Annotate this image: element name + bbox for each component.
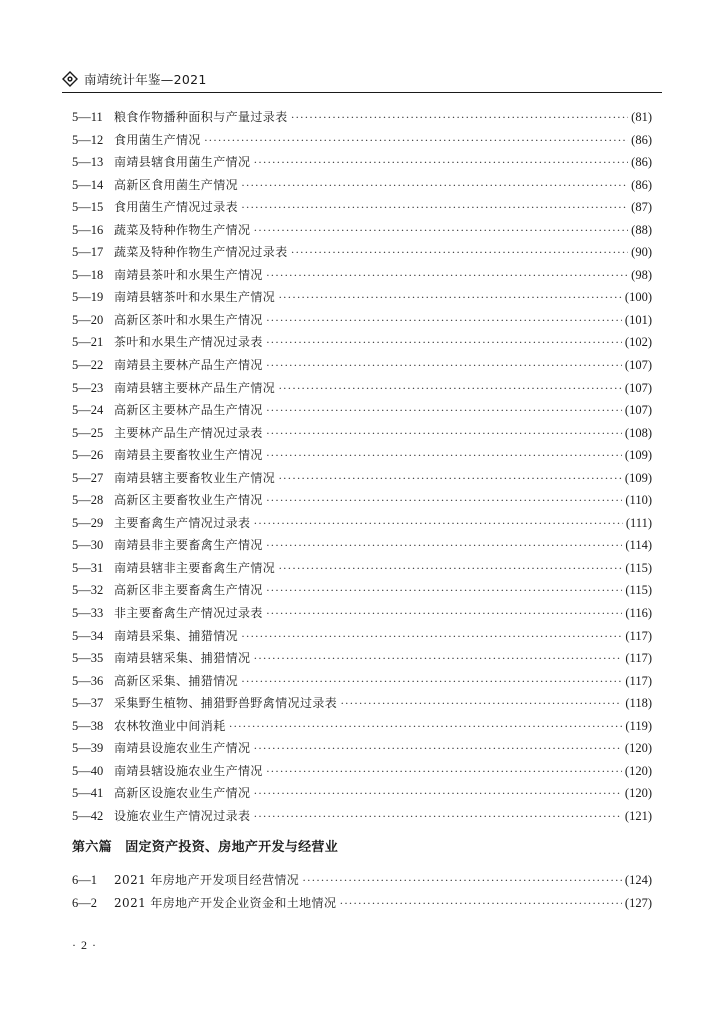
toc-entry-page: (120) bbox=[624, 763, 652, 778]
toc-entry-title: 南靖县辖茶叶和水果生产情况 bbox=[114, 290, 276, 305]
dot-leader bbox=[291, 241, 629, 264]
toc-entry[interactable] bbox=[72, 151, 652, 174]
toc-entry[interactable] bbox=[72, 241, 652, 264]
dot-leader bbox=[253, 512, 622, 535]
toc-entry-title: 2021 年房地产开发企业资金和土地情况 bbox=[114, 895, 337, 910]
toc-entry-number: 5—42 bbox=[72, 808, 104, 823]
toc-entry-title: 高新区采集、捕猎情况 bbox=[114, 673, 239, 688]
header-rule bbox=[62, 92, 662, 93]
toc-entry-number: 5—29 bbox=[72, 515, 104, 530]
toc-entry-number: 5—38 bbox=[72, 718, 104, 733]
running-header bbox=[62, 70, 207, 88]
toc-entry-number: 5—15 bbox=[72, 200, 104, 215]
toc-entry-number: 6—1 bbox=[72, 873, 97, 887]
toc-entry[interactable] bbox=[72, 331, 652, 354]
dot-leader bbox=[253, 647, 622, 670]
toc-entry[interactable] bbox=[72, 715, 652, 738]
toc-entry-title: 南靖县辖设施农业生产情况 bbox=[114, 763, 263, 778]
toc-entry-title: 高新区茶叶和水果生产情况 bbox=[114, 312, 263, 327]
dot-leader bbox=[278, 286, 622, 309]
toc-entry-page: (86) bbox=[631, 155, 652, 170]
toc-entry-page: (117) bbox=[625, 628, 652, 643]
running-header-title: 南靖统计年鉴—2021 bbox=[84, 72, 207, 87]
toc-entry[interactable] bbox=[72, 106, 652, 129]
dot-leader bbox=[253, 782, 622, 805]
toc-entry-page: (107) bbox=[624, 403, 652, 418]
toc-entry[interactable] bbox=[72, 467, 652, 490]
toc-entry-number: 5—11 bbox=[72, 110, 103, 124]
toc-entry-page: (90) bbox=[631, 245, 652, 260]
toc-entry[interactable] bbox=[72, 557, 652, 580]
dot-leader bbox=[241, 670, 622, 693]
toc-entry-title: 食用菌生产情况过录表 bbox=[114, 200, 239, 215]
toc-entry-number: 5—18 bbox=[72, 267, 104, 282]
toc-entry-page: (86) bbox=[631, 132, 652, 147]
toc-entry-title: 主要畜禽生产情况过录表 bbox=[114, 515, 251, 530]
toc-entry-page: (108) bbox=[624, 425, 652, 440]
toc-entry-title: 高新区主要林产品生产情况 bbox=[114, 403, 263, 418]
dot-leader bbox=[278, 557, 622, 580]
toc-list bbox=[72, 106, 652, 828]
toc-entry-number: 5—31 bbox=[72, 560, 104, 575]
toc-entry-page: (120) bbox=[624, 741, 652, 756]
toc-entry-page: (118) bbox=[625, 696, 652, 711]
toc-entry-page: (100) bbox=[624, 290, 652, 305]
toc-entry-number: 5—12 bbox=[72, 132, 104, 147]
dot-leader bbox=[266, 422, 622, 445]
toc-entry-page: (111) bbox=[625, 515, 652, 530]
dot-leader bbox=[241, 625, 622, 648]
toc-entry-number: 5—39 bbox=[72, 741, 104, 756]
toc-entry[interactable] bbox=[72, 309, 652, 332]
toc-entry-page: (110) bbox=[625, 493, 652, 508]
toc-entry-title: 设施农业生产情况过录表 bbox=[114, 808, 251, 823]
dot-leader bbox=[204, 129, 628, 152]
toc-entry-number: 5—17 bbox=[72, 245, 104, 260]
dot-leader bbox=[266, 444, 622, 467]
dot-leader bbox=[253, 805, 622, 828]
toc-entry-page: (109) bbox=[624, 448, 652, 463]
section-heading: 第六篇 固定资产投资、房地产开发与经营业 bbox=[72, 840, 339, 855]
toc-entry[interactable] bbox=[72, 219, 652, 242]
toc-entry-number: 5—40 bbox=[72, 763, 104, 778]
toc-entry-number: 5—21 bbox=[72, 335, 104, 350]
toc-entry-number: 5—20 bbox=[72, 312, 104, 327]
toc-entry-title: 主要林产品生产情况过录表 bbox=[114, 425, 263, 440]
dot-leader bbox=[291, 106, 629, 129]
toc-entry[interactable] bbox=[72, 399, 652, 422]
toc-entry-title: 南靖县非主要畜禽生产情况 bbox=[114, 538, 263, 553]
dot-leader bbox=[241, 174, 628, 197]
toc-entry-title: 南靖县辖采集、捕猎情况 bbox=[114, 651, 251, 666]
toc-entry-number: 5—28 bbox=[72, 493, 104, 508]
toc-entry-title: 南靖县辖非主要畜禽生产情况 bbox=[114, 560, 276, 575]
toc-entry-number: 5—23 bbox=[72, 380, 104, 395]
toc-entry-title: 南靖县辖主要畜牧业生产情况 bbox=[114, 470, 276, 485]
toc-entry[interactable] bbox=[72, 444, 652, 467]
toc-entry[interactable] bbox=[72, 534, 652, 557]
toc-entry-title: 高新区主要畜牧业生产情况 bbox=[114, 493, 263, 508]
toc-entry-number: 5—32 bbox=[72, 583, 104, 598]
toc-entry-title: 农林牧渔业中间消耗 bbox=[114, 718, 226, 733]
toc-entry-number: 5—25 bbox=[72, 425, 104, 440]
dot-leader bbox=[241, 196, 628, 219]
dot-leader bbox=[266, 489, 623, 512]
toc-entry[interactable] bbox=[72, 422, 652, 445]
toc-entry[interactable] bbox=[72, 264, 652, 287]
toc-entry-title: 食用菌生产情况 bbox=[114, 132, 201, 147]
toc-entry-page: (101) bbox=[624, 312, 652, 327]
toc-entry-number: 5—24 bbox=[72, 403, 104, 418]
dot-leader bbox=[266, 579, 623, 602]
toc-entry-number: 5—35 bbox=[72, 651, 104, 666]
toc-entry-page: (117) bbox=[625, 651, 652, 666]
page-number: · 2 · bbox=[72, 938, 97, 952]
dot-leader bbox=[278, 467, 622, 490]
toc-entry-number: 5—30 bbox=[72, 538, 104, 553]
dot-leader bbox=[266, 534, 623, 557]
toc-entry[interactable] bbox=[72, 196, 652, 219]
toc-entry-page: (115) bbox=[625, 560, 652, 575]
toc-entry-title: 高新区食用菌生产情况 bbox=[114, 177, 239, 192]
toc-entry-title: 2021 年房地产开发项目经营情况 bbox=[114, 873, 300, 887]
toc-entry-page: (127) bbox=[624, 895, 652, 910]
toc-entry-number: 5—22 bbox=[72, 358, 104, 373]
toc-entry-number: 5—33 bbox=[72, 606, 104, 621]
toc-entry-number: 5—26 bbox=[72, 448, 104, 463]
toc-entry-number: 5—41 bbox=[72, 786, 104, 801]
toc-entry-page: (120) bbox=[624, 786, 652, 801]
toc-entry[interactable] bbox=[72, 512, 652, 535]
toc-entry[interactable] bbox=[72, 579, 652, 602]
dot-leader bbox=[340, 692, 622, 715]
toc-entry-number: 5—13 bbox=[72, 155, 104, 170]
toc-entry-title: 蔬菜及特种作物生产情况 bbox=[114, 222, 251, 237]
toc-entry-page: (107) bbox=[624, 380, 652, 395]
toc-entry[interactable] bbox=[72, 782, 652, 805]
toc-entry[interactable] bbox=[72, 892, 652, 915]
dot-leader bbox=[266, 264, 628, 287]
toc-entry-title: 南靖县辖食用菌生产情况 bbox=[114, 155, 251, 170]
dot-leader bbox=[266, 309, 622, 332]
toc-list-section-six bbox=[72, 869, 652, 914]
toc-entry-number: 5—14 bbox=[72, 177, 104, 192]
toc-entry-title: 南靖县辖主要林产品生产情况 bbox=[114, 380, 276, 395]
toc-entry[interactable] bbox=[72, 625, 652, 648]
toc-entry[interactable] bbox=[72, 489, 652, 512]
toc-entry-title: 高新区设施农业生产情况 bbox=[114, 786, 251, 801]
toc-entry-page: (109) bbox=[624, 470, 652, 485]
dot-leader bbox=[266, 760, 622, 783]
toc-entry[interactable] bbox=[72, 760, 652, 783]
toc-entry-number: 5—37 bbox=[72, 696, 104, 711]
toc-entry[interactable] bbox=[72, 354, 652, 377]
toc-entry-page: (121) bbox=[624, 808, 652, 823]
toc-entry-page: (115) bbox=[625, 583, 652, 598]
dot-leader bbox=[253, 151, 628, 174]
toc-entry-page: (98) bbox=[631, 267, 652, 282]
dot-leader bbox=[266, 399, 622, 422]
dot-leader bbox=[278, 377, 622, 400]
toc-entry[interactable] bbox=[72, 377, 652, 400]
toc-entry-page: (81) bbox=[631, 110, 652, 124]
toc-entry-title: 高新区非主要畜禽生产情况 bbox=[114, 583, 263, 598]
toc-entry-page: (114) bbox=[625, 538, 652, 553]
toc-entry-number: 6—2 bbox=[72, 895, 97, 910]
toc-entry-page: (88) bbox=[631, 222, 652, 237]
toc-entry-title: 南靖县设施农业生产情况 bbox=[114, 741, 251, 756]
toc-entry[interactable] bbox=[72, 174, 652, 197]
toc-entry-number: 5—36 bbox=[72, 673, 104, 688]
toc-entry-title: 非主要畜禽生产情况过录表 bbox=[114, 606, 263, 621]
toc-entry-page: (117) bbox=[625, 673, 652, 688]
dot-leader bbox=[266, 331, 622, 354]
toc-entry[interactable] bbox=[72, 647, 652, 670]
toc-entry[interactable] bbox=[72, 692, 652, 715]
toc-entry[interactable] bbox=[72, 869, 652, 892]
toc-entry-title: 采集野生植物、捕猎野兽野禽情况过录表 bbox=[114, 696, 338, 711]
toc-entry-title: 南靖县茶叶和水果生产情况 bbox=[114, 267, 263, 282]
toc-entry-title: 蔬菜及特种作物生产情况过录表 bbox=[114, 245, 288, 260]
toc-entry-title: 粮食作物播种面积与产量过录表 bbox=[114, 110, 288, 124]
dot-leader bbox=[339, 892, 622, 915]
diamond-ornament-icon bbox=[62, 71, 78, 87]
dot-leader bbox=[253, 737, 622, 760]
dot-leader bbox=[253, 219, 628, 242]
toc-entry-title: 南靖县主要林产品生产情况 bbox=[114, 358, 263, 373]
toc-entry-title: 南靖县主要畜牧业生产情况 bbox=[114, 448, 263, 463]
dot-leader bbox=[229, 715, 623, 738]
toc-entry[interactable] bbox=[72, 737, 652, 760]
toc-entry-number: 5—19 bbox=[72, 290, 104, 305]
dot-leader bbox=[302, 869, 622, 892]
toc-entry[interactable] bbox=[72, 670, 652, 693]
toc-entry[interactable] bbox=[72, 286, 652, 309]
toc-entry-number: 5—27 bbox=[72, 470, 104, 485]
toc-entry-page: (107) bbox=[624, 358, 652, 373]
toc-entry-page: (119) bbox=[625, 718, 652, 733]
toc-entry[interactable] bbox=[72, 805, 652, 828]
toc-entry-page: (116) bbox=[625, 606, 652, 621]
toc-entry-page: (102) bbox=[624, 335, 652, 350]
toc-entry-number: 5—34 bbox=[72, 628, 104, 643]
dot-leader bbox=[266, 354, 622, 377]
toc-entry[interactable] bbox=[72, 602, 652, 625]
toc-entry[interactable] bbox=[72, 129, 652, 152]
toc-entry-number: 5—16 bbox=[72, 222, 104, 237]
toc-entry-title: 茶叶和水果生产情况过录表 bbox=[114, 335, 263, 350]
toc-entry-page: (124) bbox=[624, 873, 652, 887]
toc-entry-page: (86) bbox=[631, 177, 652, 192]
dot-leader bbox=[266, 602, 623, 625]
toc-entry-title: 南靖县采集、捕猎情况 bbox=[114, 628, 239, 643]
toc-entry-page: (87) bbox=[631, 200, 652, 215]
